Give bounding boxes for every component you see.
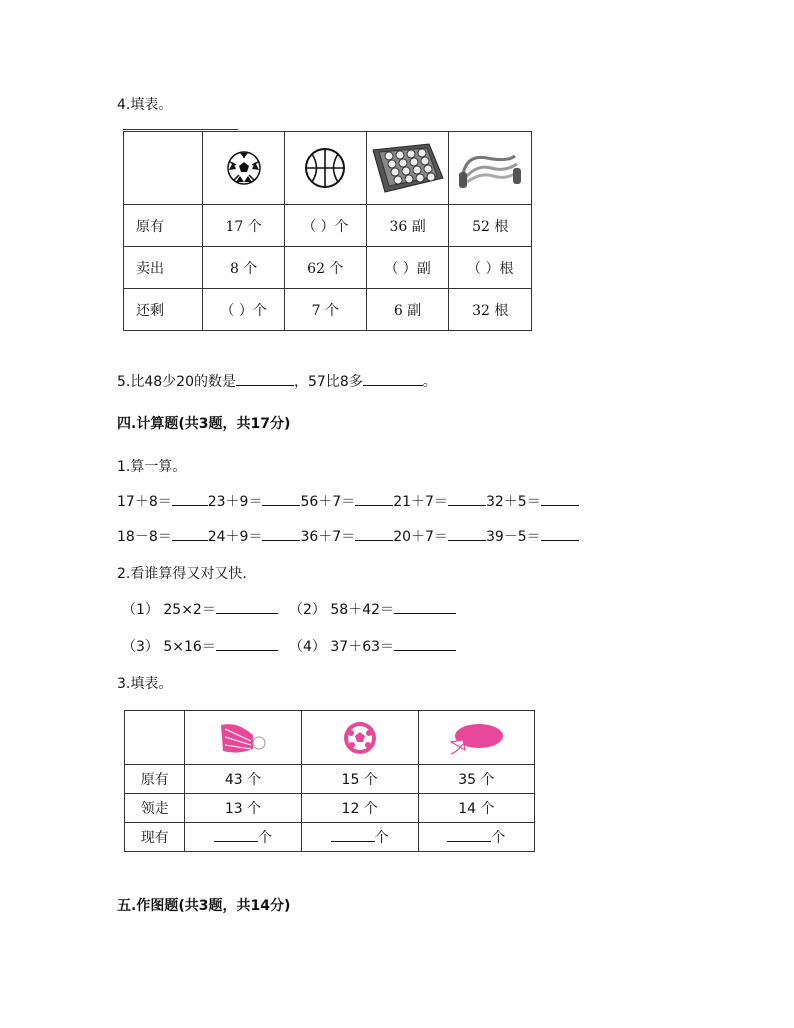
unit-text: 个 (374, 830, 389, 846)
calc3-title: 3.填表。 (117, 676, 173, 692)
equation: 18－8＝ (117, 529, 172, 545)
pink-soccer-ball-icon (301, 711, 418, 765)
table-row (125, 823, 535, 852)
calc2-item-1 (122, 599, 278, 619)
equation: 5×16＝ (163, 639, 216, 655)
calc2-item-3 (122, 636, 278, 656)
table-row (125, 765, 535, 794)
table-cell: 36 副 (366, 205, 449, 247)
soccer-ball-icon (203, 132, 285, 205)
answer-blank[interactable] (262, 493, 300, 506)
answer-blank[interactable] (331, 829, 375, 842)
item-number: （1） (122, 602, 159, 618)
table-cell: 12 个 (301, 794, 418, 823)
table-cell: 32 根 (449, 289, 532, 331)
calc1-row-2 (117, 526, 579, 546)
calc3-table (124, 710, 535, 852)
answer-blank[interactable] (394, 601, 456, 614)
table-top-rule (123, 129, 238, 130)
table-cell: 8 个 (203, 247, 285, 289)
table-cell: 17 个 (203, 205, 285, 247)
equation: 21＋7＝ (393, 494, 448, 510)
answer-blank[interactable] (236, 373, 294, 386)
item-number: （3） (122, 639, 159, 655)
equation: 20＋7＝ (393, 529, 448, 545)
answer-blank[interactable] (448, 493, 486, 506)
basketball-icon (284, 132, 366, 205)
answer-blank[interactable] (541, 493, 579, 506)
answer-blank[interactable] (216, 601, 278, 614)
answer-blank[interactable] (447, 829, 491, 842)
equation: 32＋5＝ (485, 494, 541, 510)
calc2-title: 2.看谁算得又对又快. (117, 566, 247, 582)
row-label: 原有 (125, 765, 185, 794)
answer-blank[interactable] (541, 528, 579, 541)
chess-set-box-icon (366, 132, 449, 205)
section-5-title: 五.作图题(共3题，共14分) (117, 898, 291, 914)
q5-text-2: ，57比8多 (294, 374, 363, 390)
answer-blank[interactable] (172, 528, 208, 541)
table-cell (185, 823, 301, 852)
row-label: 领走 (125, 794, 185, 823)
table-cell: 7 个 (284, 289, 366, 331)
row-label: 还剩 (124, 289, 203, 331)
row-label: 卖出 (124, 247, 203, 289)
section-4-title: 四.计算题(共3题，共17分) (117, 416, 291, 432)
answer-blank[interactable] (363, 373, 423, 386)
table-row (124, 247, 532, 289)
equation: 37＋63＝ (330, 639, 395, 655)
answer-blank[interactable] (448, 528, 486, 541)
calc1-title: 1.算一算。 (117, 459, 187, 475)
table-cell: 6 副 (366, 289, 449, 331)
answer-blank[interactable] (216, 638, 278, 651)
answer-blank[interactable] (262, 528, 300, 541)
answer-blank[interactable] (355, 493, 393, 506)
table-row (124, 205, 532, 247)
table-row (125, 794, 535, 823)
equation: 17＋8＝ (117, 494, 172, 510)
equation: 23＋9＝ (207, 494, 263, 510)
table-cell: （ ）副 (366, 247, 449, 289)
jump-rope-icon (449, 132, 532, 205)
table-cell: 52 根 (449, 205, 532, 247)
table-row (124, 289, 532, 331)
table-cell: 43 个 (185, 765, 301, 794)
item-number: （2） (289, 602, 326, 618)
calc2-item-4 (289, 636, 456, 656)
row-label: 原有 (124, 205, 203, 247)
table-cell (418, 823, 534, 852)
q5-line (117, 371, 437, 391)
equation: 24＋9＝ (207, 529, 263, 545)
equation: 56＋7＝ (300, 494, 356, 510)
table-cell: 13 个 (185, 794, 301, 823)
table-cell: （ ）个 (284, 205, 366, 247)
calc2-item-2 (289, 599, 456, 619)
answer-blank[interactable] (214, 829, 258, 842)
speech-balloon-icon (418, 711, 534, 765)
equation: 25×2＝ (163, 602, 216, 618)
q4-title: 4.填表。 (117, 97, 173, 113)
table-cell: 35 个 (418, 765, 534, 794)
row-label: 现有 (125, 823, 185, 852)
unit-text: 个 (491, 830, 506, 846)
table-cell: （ ）个 (203, 289, 285, 331)
table-cell (301, 823, 418, 852)
answer-blank[interactable] (394, 638, 456, 651)
q5-text-1: 5.比48少20的数是 (117, 374, 236, 390)
table-cell: （ ）根 (449, 247, 532, 289)
q4-table (123, 131, 532, 331)
unit-text: 个 (258, 830, 273, 846)
empty-header-cell (125, 711, 185, 765)
equation: 58＋42＝ (330, 602, 395, 618)
equation: 39－5＝ (485, 529, 541, 545)
equation: 36＋7＝ (300, 529, 356, 545)
item-number: （4） (289, 639, 326, 655)
shuttlecock-icon (185, 711, 301, 765)
answer-blank[interactable] (355, 528, 393, 541)
empty-header-cell (124, 132, 203, 205)
table-cell: 15 个 (301, 765, 418, 794)
table-cell: 62 个 (284, 247, 366, 289)
q5-text-3: 。 (422, 374, 437, 390)
answer-blank[interactable] (172, 493, 208, 506)
table-cell: 14 个 (418, 794, 534, 823)
calc1-row-1 (117, 491, 579, 511)
